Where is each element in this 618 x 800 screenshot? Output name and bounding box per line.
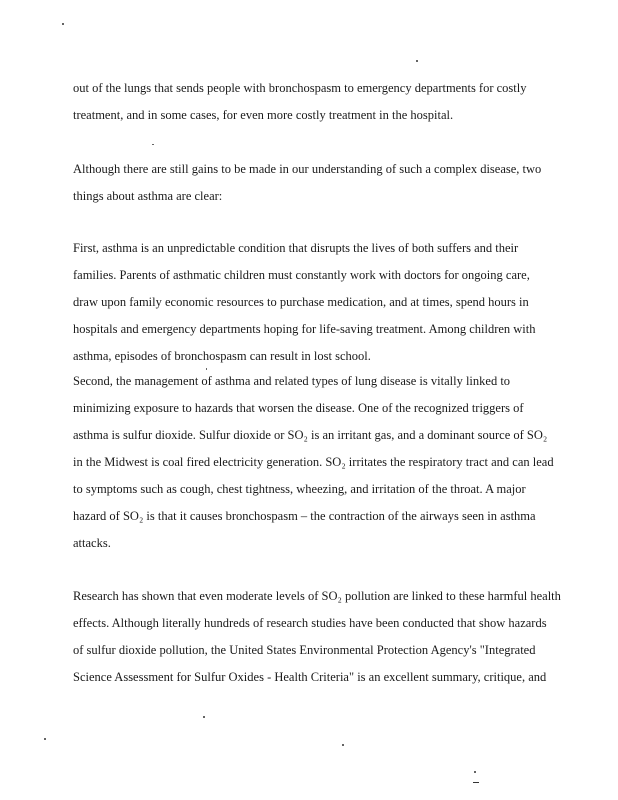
paragraph-research [73,583,561,691]
scan-speck [474,771,476,773]
scan-speck [206,368,207,370]
scan-speck [473,782,479,783]
text-line: in the Midwest is coal fired electricity generation. SO₂ irritates the respiratory tract and can lead [73,455,554,469]
text-line: minimizing exposure to hazards that worsen the disease. One of the recognized triggers of [73,401,524,415]
text-line: draw upon family economic resources to purchase medication, and at times, spend hours in [73,295,529,309]
scan-speck [152,144,154,145]
text-line: effects. Although literally hundreds of research studies have been conducted that show hazards [73,616,547,630]
text-line: things about asthma are clear: [73,189,223,203]
paragraph-costly-treatment [73,75,535,129]
text-line: of sulfur dioxide pollution, the United States Environmental Protection Agency's "Integrated [73,643,536,657]
scan-speck [62,23,64,25]
text-line: out of the lungs that sends people with bronchospasm to emergency departments for costly [73,81,527,95]
text-line: Second, the management of asthma and related types of lung disease is vitally linked to [73,374,511,388]
text-line: attacks. [73,536,111,550]
text-line: hospitals and emergency departments hoping for life-saving treatment. Among children with [73,322,536,336]
text-line: families. Parents of asthmatic children must constantly work with doctors for ongoing care, [73,268,530,282]
paragraph-first-point [73,235,535,370]
paragraph-second-point [73,368,554,557]
text-line: to symptoms such as cough, chest tightness, wheezing, and irritation of the throat. A major [73,482,526,496]
scan-speck [203,716,205,718]
paragraph-understanding [73,156,542,210]
scan-speck [416,60,418,62]
text-line: First, asthma is an unpredictable condition that disrupts the lives of both suffers and their [73,241,519,255]
text-line: Although there are still gains to be made in our understanding of such a complex disease, two [73,162,542,176]
text-line: asthma, episodes of bronchospasm can result in lost school. [73,349,371,363]
text-line: asthma is sulfur dioxide. Sulfur dioxide or SO₂ is an irritant gas, and a dominant source of SO₂ [73,428,548,442]
text-line: treatment, and in some cases, for even more costly treatment in the hospital. [73,108,454,122]
text-line: Science Assessment for Sulfur Oxides - Health Criteria" is an excellent summary, critique, and [73,670,547,684]
text-line: Research has shown that even moderate levels of SO₂ pollution are linked to these harmful health [73,589,561,603]
text-line: hazard of SO₂ is that it causes bronchospasm – the contraction of the airways seen in asthma [73,509,536,523]
scan-speck [342,744,344,746]
scan-speck [44,738,46,740]
